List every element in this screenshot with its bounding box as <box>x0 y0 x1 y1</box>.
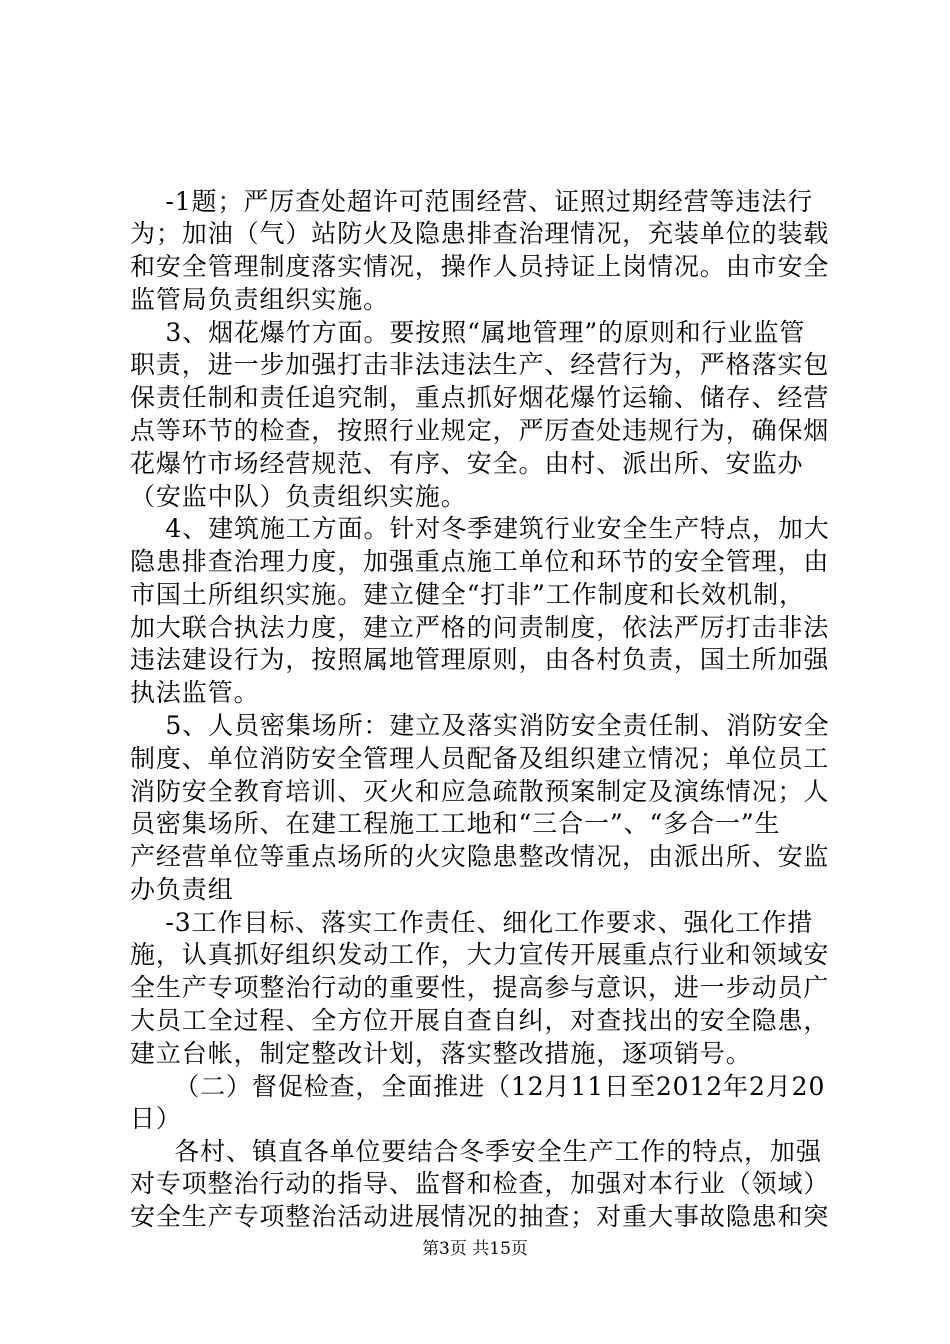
text-line: 建立台帐，制定整改计划，落实整改措施，逐项销号。 <box>130 1039 752 1068</box>
text-line: 花爆竹市场经营规范、有序、安全。由村、派出所、安监办 <box>130 449 804 478</box>
text-line: 办负责组 <box>130 875 234 904</box>
text-line: 员密集场所、在建工程施工工地和“三合一”、“多合一”生 <box>130 809 781 838</box>
page-footer: 第3页 共15页 <box>422 1239 528 1259</box>
text-line: 全生产专项整治行动的重要性，提高参与意识，进一步动员广 <box>130 973 830 1002</box>
text-line: 市国土所组织实施。建立健全“打非”工作制度和长效机制， <box>130 580 805 609</box>
text-line: 制度、单位消防安全管理人员配备及组织建立情况；单位员工 <box>130 744 830 773</box>
text-line: 保责任制和责任追究制，重点抓好烟花爆竹运输、储存、经营 <box>130 383 830 412</box>
text-line: 大员工全过程、全方位开展自查自纠，对查找出的安全隐患， <box>130 1006 830 1035</box>
text-line: 违法建设行为，按照属地管理原则，由各村负责，国土所加强 <box>130 645 830 674</box>
text-line: 为；加油（气）站防火及隐患排查治理情况，充装单位的装载 <box>130 219 830 248</box>
text-line: 安全生产专项整治活动进展情况的抽查；对重大事故隐患和突 <box>130 1202 830 1231</box>
text-line: -3工作目标、落实工作责任、细化工作要求、强化工作措 <box>130 908 814 937</box>
text-line: 职责，进一步加强打击非法违法生产、经营行为，严格落实包 <box>130 350 830 379</box>
text-line: 执法监管。 <box>130 678 260 707</box>
text-line: -1题；严厉查处超许可范围经营、证照过期经营等违法行 <box>130 187 814 216</box>
text-line: 点等环节的检查，按照行业规定，严厉查处违规行为，确保烟 <box>130 416 830 445</box>
text-line: 隐患排查治理力度，加强重点施工单位和环节的安全管理，由 <box>130 547 830 576</box>
text-line: 3、烟花爆竹方面。要按照“属地管理”的原则和行业监管 <box>130 318 806 347</box>
text-line: 各村、镇直各单位要结合冬季安全生产工作的特点，加强 <box>130 1137 822 1166</box>
text-line: 加大联合执法力度，建立严格的问责制度，依法严厉打击非法 <box>130 613 830 642</box>
text-line: 日） <box>130 1104 182 1133</box>
text-line: 5、人员密集场所：建立及落实消防安全责任制、消防安全 <box>130 711 830 740</box>
text-line: 消防安全教育培训、灭火和应急疏散预案制定及演练情况；人 <box>130 777 830 806</box>
text-line: 施，认真抓好组织发动工作，大力宣传开展重点行业和领域安 <box>130 940 830 969</box>
text-line: 和安全管理制度落实情况，操作人员持证上岗情况。由市安全 <box>130 252 830 281</box>
text-line: 监管局负责组织实施。 <box>130 285 390 314</box>
text-line: 对专项整治行动的指导、监督和检查，加强对本行业（领域） <box>130 1169 830 1198</box>
text-line: 4、建筑施工方面。针对冬季建筑行业安全生产特点，加大 <box>130 514 830 543</box>
text-line: （二）督促检查，全面推进（12月11日至2012年2月20 <box>130 1072 826 1101</box>
text-line: （安监中队）负责组织实施。 <box>130 482 467 511</box>
text-line: 产经营单位等重点场所的火灾隐患整改情况，由派出所、安监 <box>130 842 830 871</box>
